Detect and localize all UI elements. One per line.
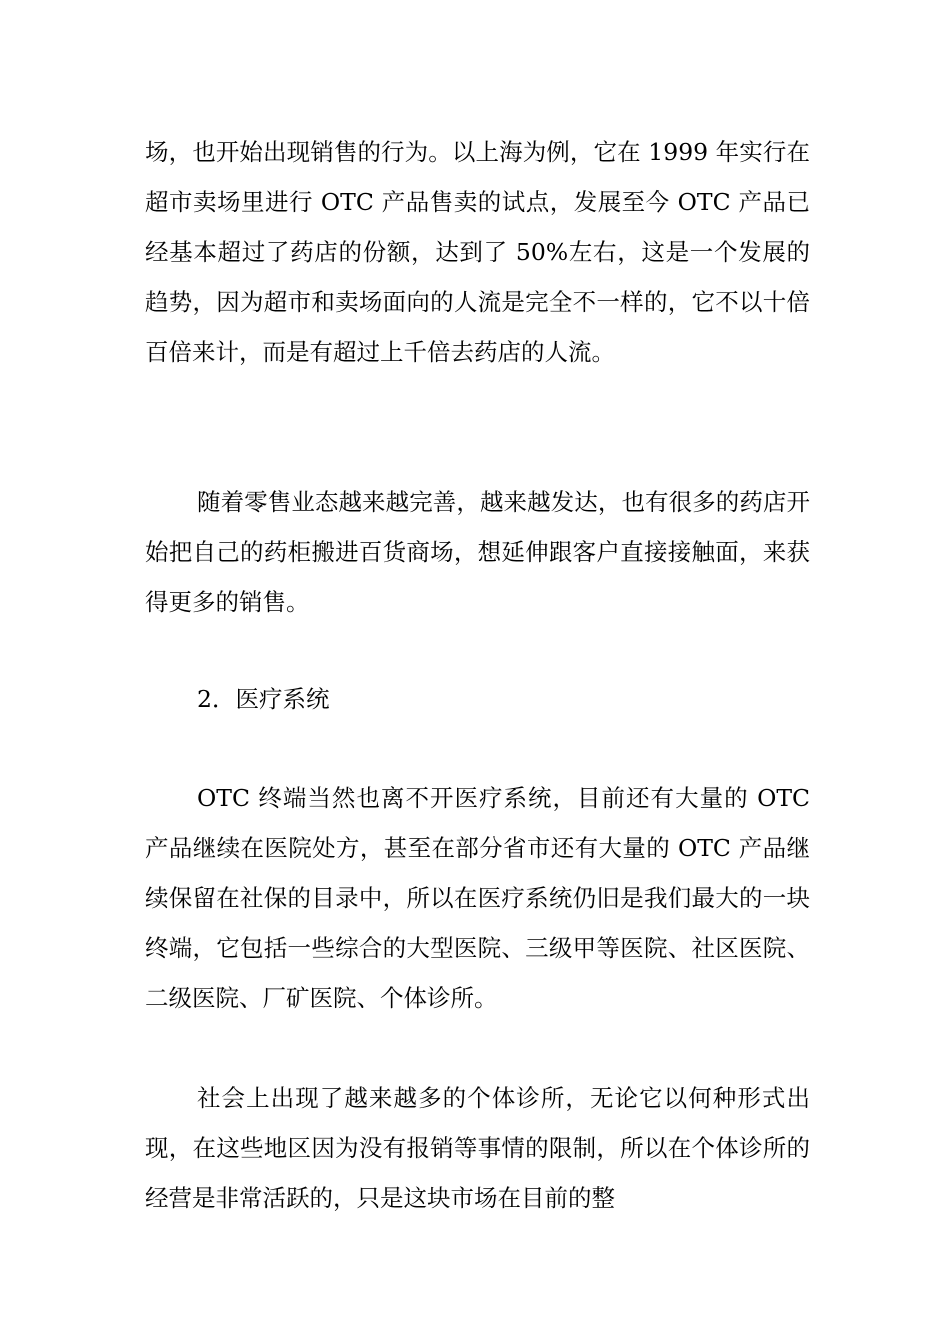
paragraph-pharmacy-department-store: 随着零售业态越来越完善，越来越发达，也有很多的药店开始把自己的药柜搬进百货商场，想延伸跟客户直接接触面，来获得更多的销售。 [145,488,810,616]
section-heading-medical-system: 2．医疗系统 [197,685,330,713]
paragraph-supermarket-otc: 场，也开始出现销售的行为。以上海为例，它在 1999 年实行在超市卖场里进行 OTC 产品售卖的试点，发展至今 OTC 产品已经基本超过了药店的份额，达到了 50%左右，这是一个发展的趋势，因为超市和卖场面向的人流是完全不一样的，它不以十倍百倍来计，而是有超过上千倍去药店的人流。 [145,138,810,366]
paragraph-medical-system: OTC 终端当然也离不开医疗系统，目前还有大量的 OTC 产品继续在医院处方，甚至在部分省市还有大量的 OTC 产品继续保留在社保的目录中，所以在医疗系统仍旧是我们最大的一块终端，它包括一些综合的大型医院、三级甲等医院、社区医院、二级医院、厂矿医院、个体诊所。 [145,784,810,1012]
paragraph-private-clinics: 社会上出现了越来越多的个体诊所，无论它以何种形式出现，在这些地区因为没有报销等事情的限制，所以在个体诊所的经营是非常活跃的，只是这块市场在目前的整 [145,1084,810,1212]
